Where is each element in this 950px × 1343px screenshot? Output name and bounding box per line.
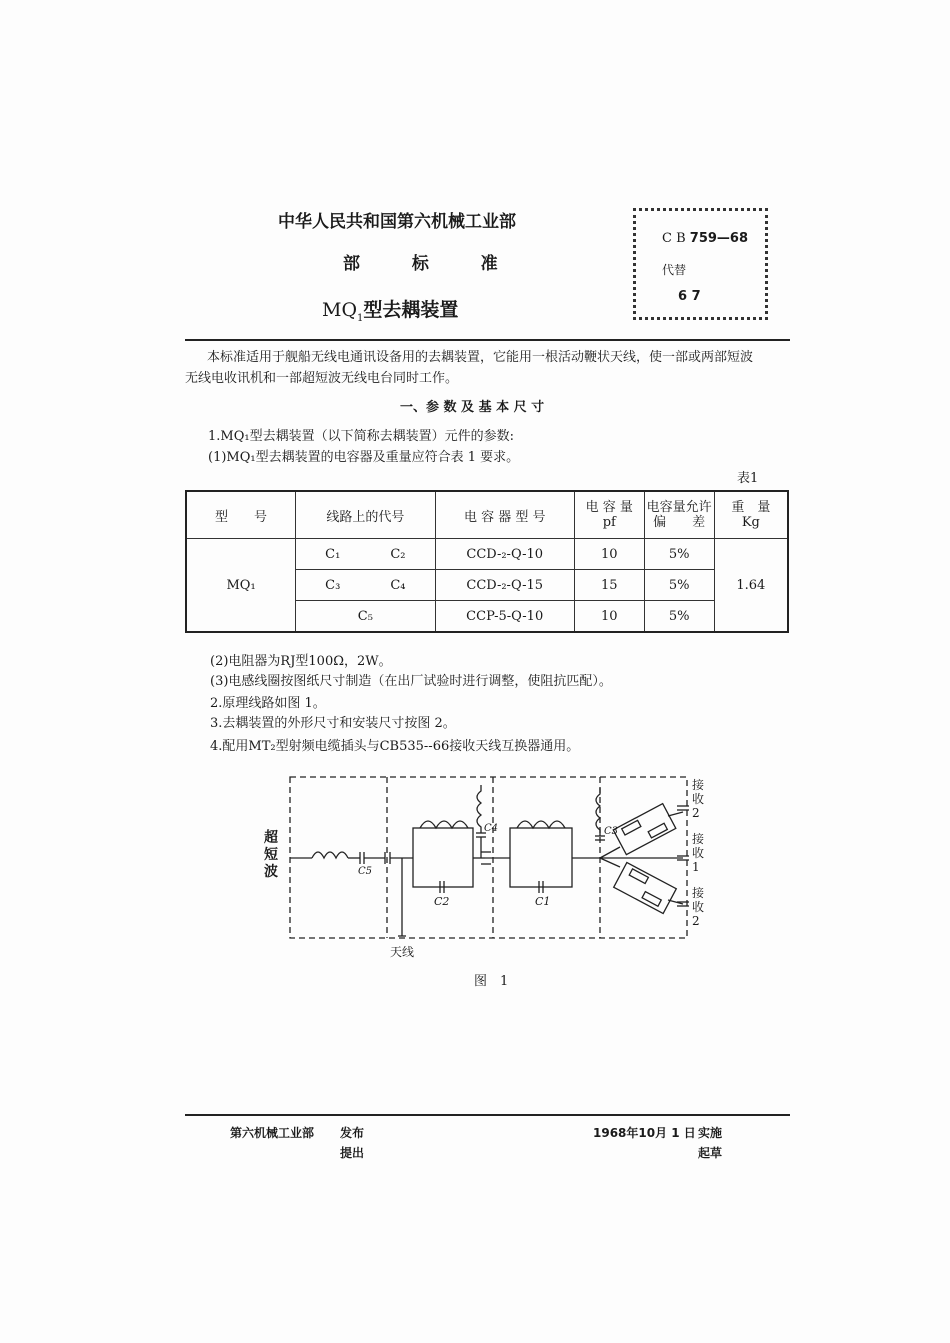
header-cell: 型 号 [186, 491, 296, 539]
title-sub: 1 [357, 312, 364, 324]
footer-implement: 实施 [698, 1126, 723, 1140]
c3-label: C3 [604, 826, 619, 837]
note: 2.原理线路如图 1。 [210, 696, 326, 711]
code-cell: C₅ [296, 601, 435, 633]
header-cell: 电 容 量 pf [574, 491, 644, 539]
inductor-icon [517, 821, 565, 828]
code: C₄ [390, 577, 406, 593]
cap-cell: 15 [574, 570, 644, 601]
header-cell: 线路上的代号 [296, 491, 435, 539]
model-cell: MQ₁ [186, 539, 296, 633]
wiring [290, 785, 689, 936]
title-main: 型去耦装置 [363, 299, 459, 321]
c5-label: C5 [358, 866, 373, 877]
receiver-2-top-label: 接收2 [692, 778, 705, 820]
replaces-label: 代替 [662, 263, 687, 277]
note: (2)电阻器为RJ型100Ω，2W。 [210, 654, 392, 669]
std-code: C B [662, 231, 686, 246]
intro-line-2: 无线电收讯机和一部超短波无线电台同时工作。 [185, 371, 459, 386]
inductor-icon [312, 852, 348, 858]
c2-label: C2 [434, 895, 450, 908]
ministry-title: 中华人民共和国第六机械工业部 [278, 212, 516, 232]
type-cell: CCP-5-Q-10 [435, 601, 574, 633]
replaces-value: 6 7 [678, 289, 701, 304]
antenna-label: 天线 [390, 945, 415, 959]
footer-propose: 提出 [340, 1146, 365, 1160]
inductor-icon [477, 785, 481, 833]
section-heading: 一、参 数 及 基 本 尺 寸 [400, 400, 545, 415]
tol-cell: 5% [644, 570, 714, 601]
header-cell: 电 容 器 型 号 [435, 491, 574, 539]
receiver-2-bottom-label: 接收2 [692, 886, 705, 928]
figure-caption: 图 1 [474, 974, 509, 989]
inductor-icon [420, 821, 468, 828]
receiver-1-label: 接收1 [692, 832, 705, 874]
item-1-1: (1)MQ₁型去耦装置的电容器及重量应符合表 1 要求。 [208, 450, 520, 465]
note: 3.去耦装置的外形尺寸和安装尺寸按图 2。 [210, 716, 456, 731]
standard-type: 部 标 准 [343, 254, 498, 274]
item-1: 1.MQ₁型去耦装置（以下简称去耦装置）元件的参数: [208, 429, 514, 444]
footer-issue: 发布 [340, 1126, 365, 1140]
title-prefix: MQ [322, 299, 358, 321]
c4-label: C4 [484, 823, 499, 834]
input-label: 超短波 [264, 830, 278, 880]
type-cell: CCD-₂-Q-10 [435, 539, 574, 570]
header-cell: 重 量 Kg [714, 491, 788, 539]
note: (3)电感线圈按图纸尺寸制造（在出厂试验时进行调整，使阻抗匹配）。 [210, 674, 612, 689]
code: C₃ [325, 577, 341, 593]
code: C₂ [390, 546, 406, 562]
footer-draft: 起草 [698, 1146, 723, 1160]
note: 4.配用MT₂型射频电缆插头与CB535--66接收天线互换器通用。 [210, 739, 580, 754]
footer-date: 1968年10月 1 日 [593, 1126, 696, 1140]
tol-cell: 5% [644, 539, 714, 570]
footer-rule [185, 1114, 790, 1116]
code: C₁ [325, 546, 341, 562]
table-caption: 表1 [737, 471, 759, 486]
std-number: 759—68 [689, 231, 749, 246]
cap-cell: 10 [574, 601, 644, 633]
header-cell: 电容量允许 偏 差 [644, 491, 714, 539]
tol-cell: 5% [644, 601, 714, 633]
footer-issuer: 第六机械工业部 [230, 1126, 315, 1140]
cap-cell: 10 [574, 539, 644, 570]
intro-line-1: 本标准适用于舰船无线电通讯设备用的去耦装置，它能用一根活动鞭状天线，使一部或两部短波 [207, 350, 754, 365]
type-cell: CCD-₂-Q-15 [435, 570, 574, 601]
c1-label: C1 [535, 895, 551, 908]
weight-cell: 1.64 [714, 539, 788, 633]
